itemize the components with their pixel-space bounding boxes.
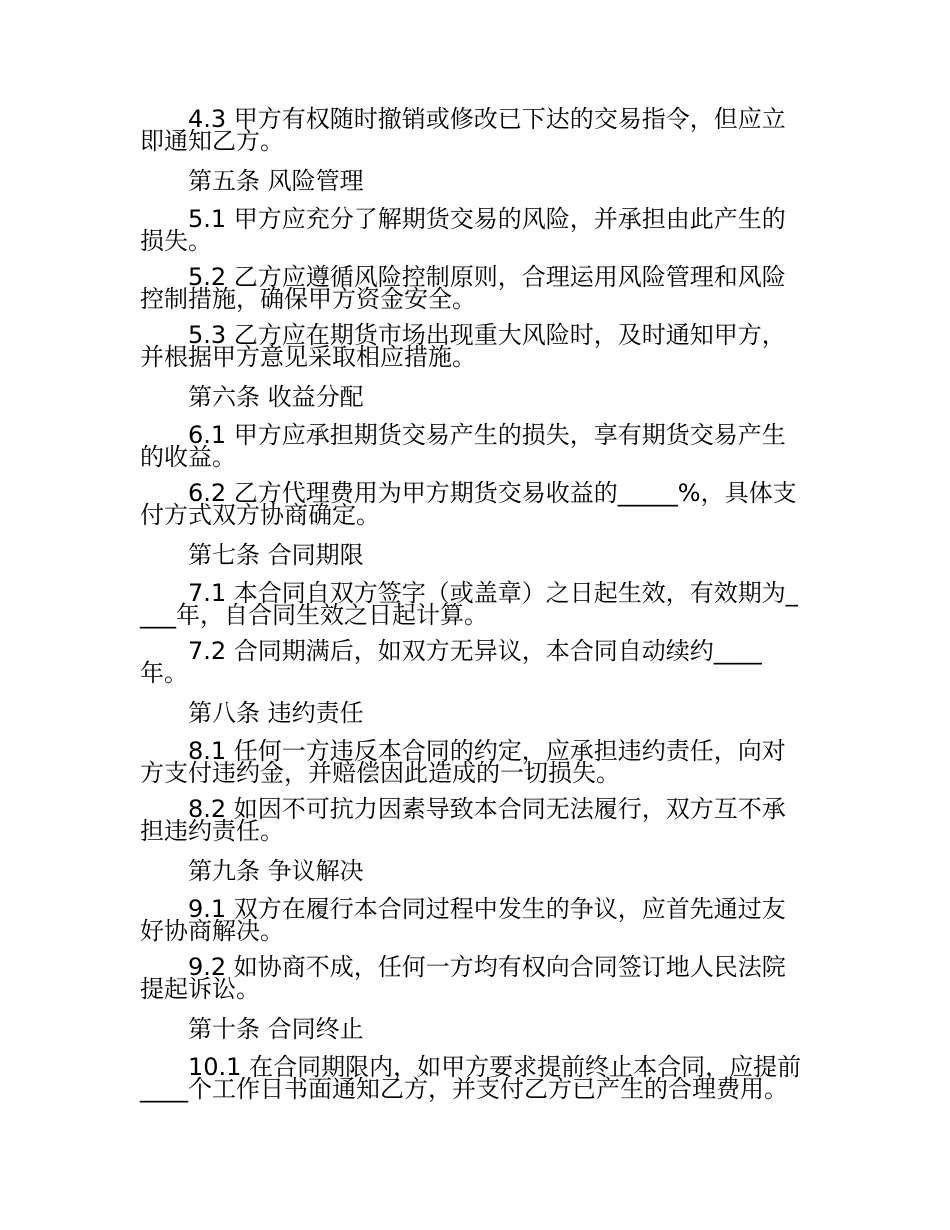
- article-8-heading: 第八条 违约责任: [188, 699, 364, 727]
- clause-7-2: 7.2 合同期满后，如双方无异议，本合同自动续约____年。: [140, 637, 762, 687]
- clause-5-2: 5.2 乙方应遵循风险控制原则，合理运用风险管理和风险控制措施，确保甲方资金安全。: [140, 263, 786, 313]
- article-9-heading: 第九条 争议解决: [188, 857, 364, 885]
- article-5-heading: 第五条 风险管理: [188, 167, 364, 195]
- clause-9-1: 9.1 双方在履行本合同过程中发生的争议，应首先通过友好协商解决。: [140, 895, 786, 945]
- clause-8-2: 8.2 如因不可抗力因素导致本合同无法履行，双方互不承担违约责任。: [140, 795, 786, 845]
- article-7-heading: 第七条 合同期限: [188, 541, 364, 569]
- clause-10-1: 10.1 在合同期限内，如甲方要求提前终止本合同，应提前____个工作日书面通知乙方，并支付乙方已产生的合理费用。: [140, 1053, 802, 1103]
- clause-5-3: 5.3 乙方应在期货市场出现重大风险时，及时通知甲方，并根据甲方意见采取相应措施。: [140, 321, 786, 371]
- document-body: [140, 105, 805, 1103]
- clause-6-2: 6.2 乙方代理费用为甲方期货交易收益的_____%，具体支付方式双方协商确定。: [140, 479, 797, 529]
- clause-4-3: 4.3 甲方有权随时撤销或修改已下达的交易指令，但应立即通知乙方。: [140, 105, 786, 155]
- article-10-heading: 第十条 合同终止: [188, 1015, 364, 1043]
- clause-5-1: 5.1 甲方应充分了解期货交易的风险，并承担由此产生的损失。: [140, 205, 786, 255]
- clause-6-1: 6.1 甲方应承担期货交易产生的损失，享有期货交易产生的收益。: [140, 421, 786, 471]
- clause-7-1: 7.1 本合同自双方签字（或盖章）之日起生效，有效期为____年，自合同生效之日起计算。: [140, 579, 798, 629]
- clause-9-2: 9.2 如协商不成，任何一方均有权向合同签订地人民法院提起诉讼。: [140, 953, 786, 1003]
- article-6-heading: 第六条 收益分配: [188, 383, 364, 411]
- clause-8-1: 8.1 任何一方违反本合同的约定，应承担违约责任，向对方支付违约金，并赔偿因此造成的一切损失。: [140, 737, 786, 787]
